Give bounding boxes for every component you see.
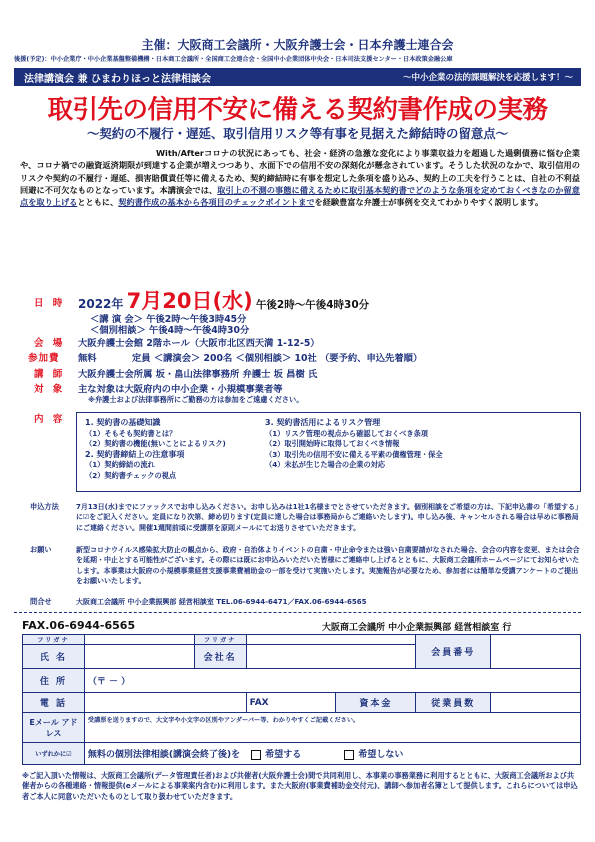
- address-field[interactable]: [84, 669, 580, 693]
- postal-mark: （〒 － ）: [87, 677, 131, 687]
- date-year: 2022年: [78, 297, 124, 311]
- employees-label: 従業員数: [416, 693, 491, 713]
- furigana-name-field[interactable]: [84, 635, 194, 645]
- cut-line: [14, 612, 581, 613]
- content-item: 2. 契約書締結上の注意事項: [85, 449, 185, 459]
- fee-label: 参加費: [28, 353, 60, 364]
- date-label: 日 時: [34, 298, 66, 309]
- intro-paragraph: [20, 147, 580, 208]
- date-big: 7月20日(水): [126, 289, 253, 313]
- fax-field[interactable]: [246, 693, 336, 713]
- schedule-consult: ＜個別相談＞ 午後4時～午後4時30分: [90, 325, 250, 336]
- target: 主な対象は大阪府内の中小企業・小規模事業者等: [78, 384, 283, 395]
- intro-underline-1: 取引上の不測の事態に備えるために取引基本契約書でどのような条項を定めておくべきなのか留意点を取り上げる: [20, 184, 580, 208]
- venue: 大阪弁護士会館 2階ホール（大阪市北区西天満 1-12-5）: [78, 338, 320, 349]
- address-label: 住 所: [23, 669, 85, 693]
- venue-label: 会 場: [34, 338, 66, 349]
- intro-text-2: とともに、: [77, 197, 119, 208]
- wish-checkbox[interactable]: [251, 750, 261, 760]
- speaker-label: 講 師: [34, 369, 66, 380]
- date-time: 午後2時～午後4時30分: [255, 299, 370, 311]
- member-no-field[interactable]: [491, 635, 581, 669]
- content-item: （2）契約書チェックの視点: [85, 470, 177, 480]
- email-note: 受講票を送りますので、大文字や小文字の区別やアンダーバー等、わかりやすくご記載ください。: [87, 717, 360, 724]
- no-wish-label: 希望しない: [358, 750, 404, 760]
- form-recipient: 大阪商工会議所 中小企業振興部 経営相談室 行: [322, 623, 512, 633]
- event-banner: [14, 68, 581, 86]
- employees-field[interactable]: [491, 693, 581, 713]
- content-item: 3. 契約書活用によるリスク管理: [265, 418, 381, 427]
- intro-underline-2: 契約書作成の基本から各項目のチェックポイントまで: [118, 197, 315, 208]
- name-label: 氏 名: [23, 645, 85, 669]
- company-label: 会社名: [194, 645, 246, 669]
- member-no-label: 会員番号: [416, 635, 491, 669]
- support-line: 後援(予定)：中小企業庁・中小企業基盤整備機構・日本商工会議所・全国商工会連合会・全国中小企業団体中央会・日本司法支援センター・日本政策金融公庫: [14, 56, 453, 63]
- target-label: 対 象: [34, 384, 66, 395]
- banner-right: ～中小企業の法的課題解決を応援します！～: [402, 73, 573, 83]
- consult-choice-row: [84, 743, 580, 765]
- intro-text-3: を経験豊富な弁護士が事例を交えてわかりやすく説明します。: [314, 197, 544, 208]
- intro-text-1: With/Afterコロナの状況にあっても、社会・経済の急激な変化により事業収益力を超過した過剰債務に悩む企業や、コロナ禍での融資返済期限が到達する企業が増えつつあり、水面下での信用不安の深刻化が懸念されています。そうした状況のなかで、取引信用のリスクや契約の不履行・遅延、損害賠償責任等に備えるため、契約締結時に有事を想定した条項を盛り込み、契約上の工夫を行うことは、自社の不利益回避に不可欠なものとなっています。本講演会では、: [20, 148, 580, 195]
- notice-label: お願い: [30, 545, 52, 554]
- schedule-lecture: ＜講 演 会＞ 午後2時～午後3時45分: [90, 314, 247, 325]
- privacy-note: ※ご記入頂いた情報は、大阪商工会議所(データ管理責任者)および共催者(大阪弁護士会)間で共同利用し、本事業の事務業務に利用するとともに、大阪商工会議所および共催者からの各種連絡・情報提供(eメールによる事業案内含む)に利用します。また大阪府(事業費補助金交付元)、講師へ参加者名簿として提供します。これらについては申込者ご本人に同意いただいたものとして取り扱わせていただきます。: [22, 771, 578, 801]
- page-subtitle: ～契約の不履行・遅延、取引信用リスク等有事を見据えた締結時の留意点～: [86, 126, 509, 141]
- form-fax-number: FAX.06-6944-6565: [22, 619, 136, 632]
- apply-text: 7月13日(水)までにファックスでお申し込みください。お申し込みは1社1名様までとさせていただきます。個別相談をご希望の方は、下記申込書の「希望する」に☑をご記入ください。定員になり次第、締め切ります(定員に達した場合は事務局からご連絡いたします)。申し込み後、キャンセルされる場合は早めに事務局にご連絡ください。開催1週間前頃に受講票を原則メールにてお送りさせていただきます。: [76, 503, 579, 532]
- furigana-company-field[interactable]: [246, 635, 416, 645]
- page-title: 取引先の信用不安に備える契約書作成の実務: [47, 95, 548, 125]
- capacity: 定員 ＜講演会＞ 200名 ＜個別相談＞ 10社 （要予約、申込先着順）: [132, 353, 423, 364]
- content-box: [76, 412, 581, 492]
- content-item: （1）そもそも契約書とは？: [85, 428, 177, 438]
- fax-label: FAX: [249, 697, 269, 708]
- choice-label: いずれかに☑: [23, 743, 85, 765]
- content-item: （3）取引先の信用不安に備える平素の債権管理・保全: [265, 449, 443, 459]
- fee: 無料: [78, 353, 97, 364]
- choice-text: 無料の個別法律相談(講演会終了後)を: [87, 750, 241, 760]
- company-field[interactable]: [246, 645, 416, 669]
- no-wish-checkbox[interactable]: [344, 750, 354, 760]
- furigana-label: フリガナ: [23, 635, 85, 645]
- content-item: （1）契約締結の流れ: [85, 460, 155, 470]
- target-note: ※弁護士および法律事務所にご勤務の方は参加をご遠慮ください。: [88, 395, 304, 404]
- email-label: Eメール アドレス: [23, 713, 85, 743]
- content-label: 内 容: [34, 414, 66, 425]
- content-col-2: [265, 418, 443, 471]
- name-field[interactable]: [84, 645, 194, 669]
- apply-label: 申込方法: [30, 502, 59, 511]
- notice-text: 新型コロナウイルス感染拡大防止の観点から、政府・自治体よりイベントの自粛・中止命令または強い自粛要請がなされた場合、会合の内容を変更、または会合を延期・中止とする可能性がございます。その際には既にお申込みいただいた皆様にご連絡申し上げるとともに、大阪商工会議所ホームページにてお知らせいたします。本事業は大阪府の小規模事業経営支援事業費補助金の一部を受けて実施いたします。実施報告が必要なため、参加者には簡単な受講アンケートのご提出をお願いいたします。: [76, 546, 580, 586]
- wish-label: 希望する: [265, 750, 302, 760]
- content-item: （1）リスク管理の視点から確認しておくべき条項: [265, 428, 428, 438]
- banner-left: 法律講演会 兼 ひまわりほっと法律相談会: [24, 73, 211, 85]
- phone-label: 電 話: [23, 693, 85, 713]
- capital-label: 資本金: [336, 693, 416, 713]
- contact-label: 問合せ: [30, 597, 52, 606]
- application-form: [22, 634, 581, 765]
- phone-field[interactable]: [84, 693, 246, 713]
- content-item: 1. 契約書の基礎知識: [85, 418, 161, 427]
- contact-text: 大阪商工会議所 中小企業振興部 経営相談室 TEL.06-6944-6471／FAX.06-6944-6565: [76, 598, 367, 606]
- organizers-line: 主催：大阪商工会議所・大阪弁護士会・日本弁護士連合会: [141, 38, 454, 52]
- content-item: （2）契約書の機能(無いことによるリスク): [85, 439, 226, 449]
- content-col-1: [85, 418, 226, 482]
- content-item: （2）取引開始時に取得しておくべき情報: [265, 439, 400, 449]
- email-field[interactable]: [84, 713, 580, 743]
- speaker: 大阪弁護士会所属 坂・畠山法律事務所 弁護士 坂 昌樹 氏: [78, 369, 318, 380]
- furigana-label-2: フリガナ: [194, 635, 246, 645]
- content-item: （4）未払が生じた場合の企業の対応: [265, 460, 386, 470]
